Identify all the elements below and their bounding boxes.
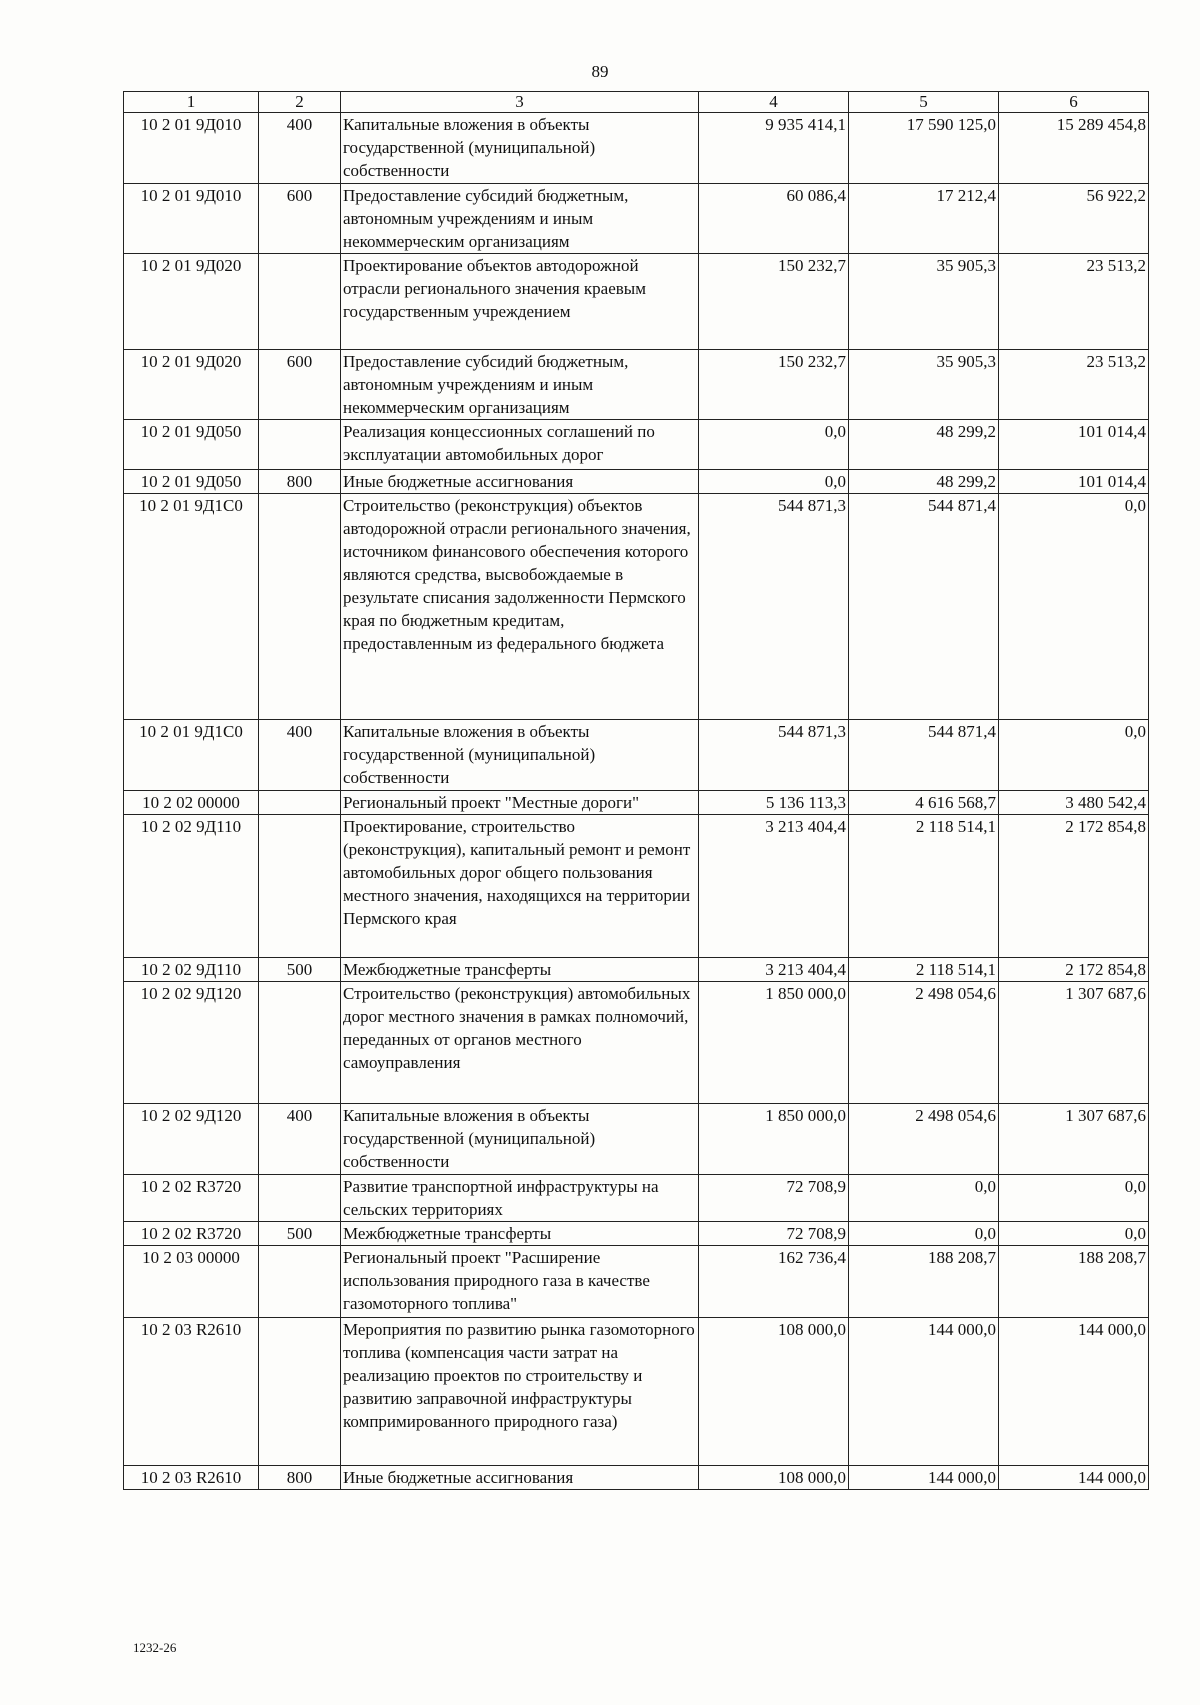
amount-col6-cell: 23 513,2 [999, 254, 1149, 350]
amount-col5-cell: 17 590 125,0 [849, 113, 999, 184]
name-cell: Капитальные вложения в объекты государственной (муниципальной) собственности [341, 720, 699, 791]
name-cell: Развитие транспортной инфраструктуры на сельских территориях [341, 1175, 699, 1222]
expense-type-cell [259, 254, 341, 350]
header-row [124, 92, 1149, 113]
name-cell: Предоставление субсидий бюджетным, автономным учреждениям и иным некоммерческим организациям [341, 184, 699, 254]
amount-col5-cell: 48 299,2 [849, 470, 999, 494]
target-code-cell: 10 2 01 9Д050 [124, 420, 259, 470]
amount-col6-cell: 188 208,7 [999, 1246, 1149, 1318]
amount-col4-cell: 108 000,0 [699, 1318, 849, 1466]
table-row [124, 1466, 1149, 1490]
name-cell: Проектирование, строительство (реконструкция), капитальный ремонт и ремонт автомобильных дорог общего пользования местного значения, находящихся на территории Пермского края [341, 815, 699, 958]
table-row [124, 982, 1149, 1104]
amount-col4-cell: 60 086,4 [699, 184, 849, 254]
table-row [124, 184, 1149, 254]
expense-type-cell [259, 420, 341, 470]
table-row [124, 720, 1149, 791]
target-code-cell: 10 2 02 9Д110 [124, 815, 259, 958]
name-cell: Региональный проект "Местные дороги" [341, 791, 699, 815]
target-code-cell: 10 2 01 9Д020 [124, 350, 259, 420]
name-cell: Проектирование объектов автодорожной отрасли регионального значения краевым государственным учреждением [341, 254, 699, 350]
amount-col4-cell: 108 000,0 [699, 1466, 849, 1490]
amount-col5-cell: 48 299,2 [849, 420, 999, 470]
expense-type-cell [259, 1175, 341, 1222]
amount-col6-cell: 15 289 454,8 [999, 113, 1149, 184]
amount-col4-cell: 544 871,3 [699, 720, 849, 791]
table-row [124, 113, 1149, 184]
amount-col5-cell: 144 000,0 [849, 1466, 999, 1490]
target-code-cell: 10 2 01 9Д010 [124, 113, 259, 184]
amount-col6-cell: 0,0 [999, 720, 1149, 791]
expense-type-cell [259, 982, 341, 1104]
expense-type-cell: 400 [259, 720, 341, 791]
column-header: 4 [699, 92, 849, 113]
name-cell: Межбюджетные трансферты [341, 958, 699, 982]
amount-col6-cell: 144 000,0 [999, 1318, 1149, 1466]
amount-col5-cell: 35 905,3 [849, 254, 999, 350]
amount-col6-cell: 2 172 854,8 [999, 958, 1149, 982]
expense-type-cell [259, 815, 341, 958]
amount-col4-cell: 544 871,3 [699, 494, 849, 720]
amount-col6-cell: 2 172 854,8 [999, 815, 1149, 958]
amount-col4-cell: 150 232,7 [699, 254, 849, 350]
amount-col6-cell: 0,0 [999, 1222, 1149, 1246]
target-code-cell: 10 2 02 R3720 [124, 1175, 259, 1222]
amount-col5-cell: 35 905,3 [849, 350, 999, 420]
amount-col4-cell: 150 232,7 [699, 350, 849, 420]
expense-type-cell: 800 [259, 470, 341, 494]
expense-type-cell: 400 [259, 1104, 341, 1175]
column-header: 6 [999, 92, 1149, 113]
target-code-cell: 10 2 01 9Д010 [124, 184, 259, 254]
amount-col4-cell: 5 136 113,3 [699, 791, 849, 815]
amount-col5-cell: 2 498 054,6 [849, 1104, 999, 1175]
amount-col4-cell: 1 850 000,0 [699, 1104, 849, 1175]
amount-col4-cell: 162 736,4 [699, 1246, 849, 1318]
table-row [124, 1222, 1149, 1246]
table-row [124, 815, 1149, 958]
expense-type-cell [259, 494, 341, 720]
amount-col5-cell: 0,0 [849, 1222, 999, 1246]
amount-col6-cell: 1 307 687,6 [999, 982, 1149, 1104]
table-row [124, 958, 1149, 982]
expense-type-cell: 500 [259, 1222, 341, 1246]
column-header: 2 [259, 92, 341, 113]
amount-col5-cell: 2 118 514,1 [849, 815, 999, 958]
amount-col4-cell: 9 935 414,1 [699, 113, 849, 184]
expense-type-cell [259, 791, 341, 815]
target-code-cell: 10 2 03 00000 [124, 1246, 259, 1318]
name-cell: Капитальные вложения в объекты государственной (муниципальной) собственности [341, 1104, 699, 1175]
table-row [124, 1175, 1149, 1222]
target-code-cell: 10 2 02 9Д120 [124, 1104, 259, 1175]
amount-col6-cell: 56 922,2 [999, 184, 1149, 254]
name-cell: Капитальные вложения в объекты государственной (муниципальной) собственности [341, 113, 699, 184]
amount-col5-cell: 4 616 568,7 [849, 791, 999, 815]
target-code-cell: 10 2 02 R3720 [124, 1222, 259, 1246]
column-header: 3 [341, 92, 699, 113]
amount-col4-cell: 0,0 [699, 470, 849, 494]
amount-col6-cell: 0,0 [999, 1175, 1149, 1222]
name-cell: Региональный проект "Расширение использования природного газа в качестве газомоторного топлива" [341, 1246, 699, 1318]
expense-type-cell: 600 [259, 350, 341, 420]
amount-col6-cell: 144 000,0 [999, 1466, 1149, 1490]
name-cell: Межбюджетные трансферты [341, 1222, 699, 1246]
expense-type-cell: 400 [259, 113, 341, 184]
table-row [124, 470, 1149, 494]
table-row [124, 1246, 1149, 1318]
amount-col5-cell: 17 212,4 [849, 184, 999, 254]
expense-type-cell [259, 1318, 341, 1466]
amount-col5-cell: 544 871,4 [849, 494, 999, 720]
target-code-cell: 10 2 01 9Д1С0 [124, 720, 259, 791]
name-cell: Предоставление субсидий бюджетным, автономным учреждениям и иным некоммерческим организациям [341, 350, 699, 420]
table-row [124, 350, 1149, 420]
amount-col4-cell: 72 708,9 [699, 1175, 849, 1222]
amount-col6-cell: 1 307 687,6 [999, 1104, 1149, 1175]
amount-col5-cell: 0,0 [849, 1175, 999, 1222]
expense-type-cell [259, 1246, 341, 1318]
name-cell: Реализация концессионных соглашений по эксплуатации автомобильных дорог [341, 420, 699, 470]
amount-col4-cell: 3 213 404,4 [699, 815, 849, 958]
name-cell: Строительство (реконструкция) автомобильных дорог местного значения в рамках полномочий, переданных от органов местного самоуправления [341, 982, 699, 1104]
amount-col5-cell: 188 208,7 [849, 1246, 999, 1318]
table-row [124, 420, 1149, 470]
amount-col6-cell: 23 513,2 [999, 350, 1149, 420]
amount-col6-cell: 0,0 [999, 494, 1149, 720]
budget-table [123, 91, 1149, 1490]
expense-type-cell: 600 [259, 184, 341, 254]
table-row [124, 791, 1149, 815]
table-row [124, 1318, 1149, 1466]
amount-col5-cell: 2 118 514,1 [849, 958, 999, 982]
amount-col4-cell: 0,0 [699, 420, 849, 470]
target-code-cell: 10 2 01 9Д1С0 [124, 494, 259, 720]
table-row [124, 254, 1149, 350]
amount-col4-cell: 72 708,9 [699, 1222, 849, 1246]
target-code-cell: 10 2 01 9Д020 [124, 254, 259, 350]
target-code-cell: 10 2 02 9Д120 [124, 982, 259, 1104]
amount-col4-cell: 3 213 404,4 [699, 958, 849, 982]
target-code-cell: 10 2 02 00000 [124, 791, 259, 815]
expense-type-cell: 500 [259, 958, 341, 982]
amount-col4-cell: 1 850 000,0 [699, 982, 849, 1104]
table-row [124, 494, 1149, 720]
page-number: 89 [591, 62, 609, 81]
amount-col6-cell: 3 480 542,4 [999, 791, 1149, 815]
name-cell: Мероприятия по развитию рынка газомоторного топлива (компенсация части затрат на реализацию проектов по строительству и развитию заправочной инфраструктуры компримированного природного газа) [341, 1318, 699, 1466]
name-cell: Иные бюджетные ассигнования [341, 470, 699, 494]
target-code-cell: 10 2 01 9Д050 [124, 470, 259, 494]
amount-col6-cell: 101 014,4 [999, 470, 1149, 494]
amount-col5-cell: 144 000,0 [849, 1318, 999, 1466]
name-cell: Иные бюджетные ассигнования [341, 1466, 699, 1490]
footer-code: 1232-26 [133, 1640, 177, 1655]
column-header: 1 [124, 92, 259, 113]
amount-col6-cell: 101 014,4 [999, 420, 1149, 470]
amount-col5-cell: 544 871,4 [849, 720, 999, 791]
target-code-cell: 10 2 03 R2610 [124, 1466, 259, 1490]
column-header: 5 [849, 92, 999, 113]
table-row [124, 1104, 1149, 1175]
name-cell: Строительство (реконструкция) объектов автодорожной отрасли регионального значения, источником финансового обеспечения которого являются средства, высвобождаемые в результате списания задолженности Пермского края по бюджетным кредитам, предоставленным из федерального бюджета [341, 494, 699, 720]
amount-col5-cell: 2 498 054,6 [849, 982, 999, 1104]
expense-type-cell: 800 [259, 1466, 341, 1490]
target-code-cell: 10 2 03 R2610 [124, 1318, 259, 1466]
target-code-cell: 10 2 02 9Д110 [124, 958, 259, 982]
